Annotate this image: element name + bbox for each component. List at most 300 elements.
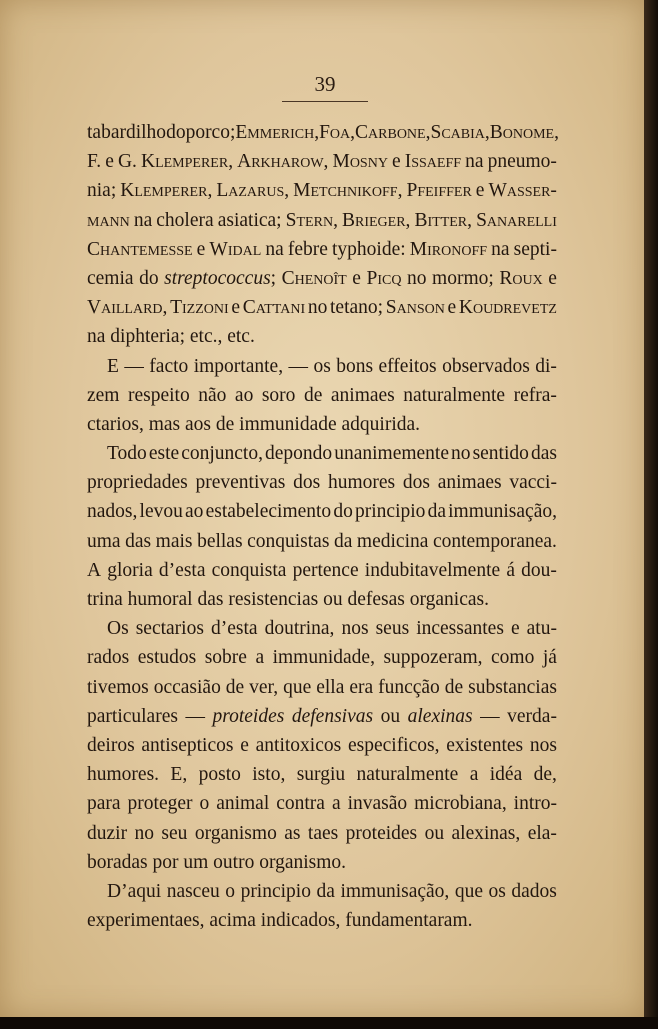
text-segment: a xyxy=(255,647,265,669)
text-line xyxy=(87,206,557,235)
text-word xyxy=(448,293,457,322)
text-segment: immunisação, xyxy=(448,501,557,523)
text-word xyxy=(87,556,101,585)
text-segment: rados xyxy=(87,647,130,669)
text-segment: das xyxy=(530,443,557,465)
text-word xyxy=(241,877,311,906)
text-segment: especificos, xyxy=(347,734,440,756)
text-word xyxy=(342,206,410,235)
text-word xyxy=(459,293,557,322)
text-segment: os xyxy=(488,880,506,902)
text-segment: ella xyxy=(316,676,345,698)
text-segment: proteides xyxy=(345,822,418,844)
text-word xyxy=(87,731,135,760)
text-segment: asiatica; xyxy=(217,209,282,231)
text-segment: principio xyxy=(240,880,311,902)
text-word xyxy=(282,264,347,293)
text-word xyxy=(340,877,449,906)
text-segment: Brieger xyxy=(341,209,406,231)
text-segment: Stern xyxy=(285,209,334,231)
text-segment: , xyxy=(228,151,234,173)
text-segment: febre xyxy=(287,238,328,260)
text-segment: seus xyxy=(375,618,410,640)
text-word xyxy=(149,439,179,468)
text-segment: ver, xyxy=(249,676,279,698)
text-word xyxy=(488,176,556,205)
text-word xyxy=(527,614,557,643)
text-segment: naturalmente xyxy=(403,384,506,406)
text-segment: antitoxicos xyxy=(255,734,342,756)
text-segment: que xyxy=(283,676,312,698)
text-word xyxy=(293,176,402,205)
text-segment: e xyxy=(196,238,206,260)
text-segment: refra- xyxy=(513,384,557,406)
text-word xyxy=(548,264,557,293)
text-segment: seu xyxy=(161,822,188,844)
text-word xyxy=(156,527,193,556)
text-segment: septi- xyxy=(513,238,557,260)
page-number: 39 xyxy=(314,72,336,96)
text-segment: porco; xyxy=(185,122,236,143)
text-word xyxy=(87,206,130,235)
text-word xyxy=(476,206,557,235)
text-segment: — xyxy=(124,355,144,377)
text-word xyxy=(249,673,278,702)
text-line xyxy=(87,585,557,614)
text-word xyxy=(365,556,500,585)
text-word xyxy=(128,381,190,410)
text-segment: ; xyxy=(270,267,277,289)
text-line xyxy=(87,468,557,497)
text-segment: proteides xyxy=(212,705,285,727)
text-word xyxy=(139,264,159,293)
paragraph-first-line xyxy=(87,352,557,381)
text-segment: F. xyxy=(87,151,102,173)
text-word xyxy=(332,147,387,176)
text-word xyxy=(313,352,330,381)
text-segment: animaes xyxy=(330,384,395,406)
text-word xyxy=(507,702,557,731)
text-word xyxy=(284,819,300,848)
text-word xyxy=(330,293,383,322)
text-segment: e xyxy=(447,297,457,319)
text-segment: medicina xyxy=(356,530,429,552)
text-word xyxy=(511,877,557,906)
text-word xyxy=(141,731,233,760)
text-segment: immunidade, xyxy=(272,647,375,669)
text-word xyxy=(336,352,373,381)
text-word xyxy=(87,381,119,410)
text-segment: atu- xyxy=(526,618,557,640)
text-segment: , xyxy=(333,209,338,231)
text-word xyxy=(195,468,285,497)
text-segment: Arkharow xyxy=(237,151,324,173)
text-word xyxy=(341,614,368,643)
text-word xyxy=(197,235,206,264)
text-segment: a xyxy=(331,793,341,815)
text-segment: Widal xyxy=(209,238,262,260)
text-word xyxy=(316,673,344,702)
text-word xyxy=(199,789,209,818)
text-segment: e xyxy=(548,267,557,289)
text-segment: — xyxy=(480,705,500,727)
text-segment: zem xyxy=(87,384,120,406)
text-segment: Chantemesse xyxy=(87,238,193,260)
text-word xyxy=(87,118,166,147)
text-word xyxy=(480,702,500,731)
text-segment: sobre xyxy=(204,647,247,669)
text-word xyxy=(392,147,401,176)
text-segment: alexinas xyxy=(407,705,473,727)
text-segment: Klemperer xyxy=(140,151,229,173)
text-word xyxy=(333,497,353,526)
text-word xyxy=(509,468,557,497)
text-segment: como xyxy=(491,647,535,669)
text-segment: d’esta xyxy=(158,559,206,581)
text-word xyxy=(212,702,284,731)
text-segment: , xyxy=(554,122,559,143)
text-segment: Os xyxy=(107,618,129,640)
text-segment: ou xyxy=(380,705,401,727)
text-line xyxy=(87,731,557,760)
text-segment: di- xyxy=(535,355,557,377)
text-segment: bellas xyxy=(197,530,243,552)
text-word xyxy=(262,381,296,410)
text-word xyxy=(212,556,287,585)
text-word xyxy=(491,643,534,672)
text-segment: das xyxy=(125,530,152,552)
text-word xyxy=(105,147,114,176)
text-segment: Bonome xyxy=(489,122,555,143)
text-segment: do xyxy=(166,122,186,143)
text-word xyxy=(403,468,430,497)
text-word xyxy=(414,206,472,235)
text-word xyxy=(470,760,479,789)
page-edge-shadow xyxy=(644,0,658,1029)
text-word xyxy=(357,760,459,789)
text-word xyxy=(199,760,241,789)
text-word xyxy=(87,702,178,731)
text-segment: tetano; xyxy=(330,297,384,319)
text-word xyxy=(120,176,212,205)
text-segment: Sanson xyxy=(385,297,445,319)
text-segment: Picq xyxy=(366,267,402,289)
text-segment: de xyxy=(225,676,245,698)
text-word xyxy=(514,789,557,818)
text-segment: , xyxy=(162,297,168,319)
text-segment: e xyxy=(240,734,249,756)
text-line xyxy=(87,702,557,731)
text-segment: pertence xyxy=(292,559,359,581)
text-segment: D’aqui xyxy=(107,880,162,902)
text-segment: já xyxy=(542,647,557,669)
text-segment: de xyxy=(303,384,323,406)
text-word xyxy=(138,643,197,672)
text-segment: soro xyxy=(261,384,296,406)
text-segment: , xyxy=(207,180,213,202)
text-word xyxy=(332,789,341,818)
text-word xyxy=(218,206,282,235)
text-segment: boradas por um outro organismo. xyxy=(87,851,347,873)
text-segment: da xyxy=(333,530,353,552)
text-word xyxy=(491,235,509,264)
text-word xyxy=(514,235,557,264)
text-segment: era xyxy=(349,676,374,698)
text-segment: isto, xyxy=(252,764,286,786)
text-word xyxy=(128,789,193,818)
text-word xyxy=(289,352,309,381)
text-word xyxy=(170,293,229,322)
text-word xyxy=(535,352,557,381)
text-segment: dou- xyxy=(521,559,557,581)
text-word xyxy=(211,614,258,643)
text-segment: ela- xyxy=(527,822,557,844)
text-segment: verda- xyxy=(507,705,557,727)
text-word xyxy=(304,381,322,410)
text-segment: , xyxy=(484,122,490,143)
text-line xyxy=(87,819,557,848)
text-word xyxy=(87,643,129,672)
text-segment: Mironoff xyxy=(409,238,488,260)
text-word xyxy=(141,147,233,176)
text-segment: — xyxy=(185,705,205,727)
text-segment: na xyxy=(465,151,484,173)
text-word xyxy=(154,673,221,702)
text-word xyxy=(136,614,204,643)
text-word xyxy=(135,819,155,848)
text-line xyxy=(87,556,557,585)
text-segment: Issaeff xyxy=(404,151,462,173)
text-word xyxy=(488,147,557,176)
text-word xyxy=(181,439,263,468)
text-word xyxy=(198,381,226,410)
text-word xyxy=(366,264,401,293)
text-segment: da xyxy=(427,501,446,523)
text-word xyxy=(107,614,129,643)
text-segment: organismo xyxy=(194,822,277,844)
body-text xyxy=(87,118,557,935)
text-segment: vacci- xyxy=(509,472,557,494)
text-segment: Todo xyxy=(107,443,147,465)
text-segment: defensivas xyxy=(291,705,374,727)
text-word xyxy=(107,556,152,585)
text-segment: na xyxy=(491,238,510,260)
text-word xyxy=(379,352,437,381)
text-segment: no xyxy=(307,297,328,319)
text-segment: streptococcus xyxy=(164,267,271,289)
text-line xyxy=(87,497,557,526)
text-segment: Mosny xyxy=(332,151,388,173)
text-word xyxy=(452,819,521,848)
text-line xyxy=(87,643,557,672)
text-word xyxy=(530,731,557,760)
text-segment: e xyxy=(105,151,114,173)
text-segment: trina humoral das resistencias ou defesas organicas. xyxy=(87,589,489,610)
text-word xyxy=(273,643,375,672)
text-word xyxy=(240,731,249,760)
text-word xyxy=(506,556,515,585)
text-segment: , xyxy=(314,122,320,143)
text-word xyxy=(438,468,502,497)
text-segment: respeito xyxy=(128,384,190,406)
text-segment: Carbone xyxy=(355,122,426,143)
text-segment: posto xyxy=(198,764,241,786)
text-word xyxy=(292,702,373,731)
text-segment: E xyxy=(107,355,119,377)
text-segment: ctarios, mas aos de immunidade adquirida. xyxy=(87,413,421,435)
page-bottom-shadow xyxy=(0,1017,658,1029)
text-word xyxy=(355,118,430,147)
text-segment: Metchnikoff xyxy=(293,180,398,202)
text-segment: e xyxy=(475,180,485,202)
text-word xyxy=(118,147,137,176)
text-word xyxy=(159,556,206,585)
text-segment: depondo xyxy=(265,443,333,465)
text-word xyxy=(403,381,505,410)
text-segment: bons xyxy=(336,355,374,377)
text-word xyxy=(348,789,408,818)
text-line xyxy=(87,322,557,351)
text-segment: doutrina, xyxy=(264,618,335,640)
text-segment: sentido xyxy=(472,443,529,465)
text-word xyxy=(265,614,335,643)
text-word xyxy=(276,789,325,818)
text-word xyxy=(514,381,557,410)
text-line xyxy=(87,410,557,439)
paragraph-first-line xyxy=(87,614,557,643)
text-segment: do xyxy=(139,267,159,289)
text-word xyxy=(206,497,332,526)
text-segment: na diphteria; etc., etc. xyxy=(87,326,255,348)
text-line xyxy=(87,235,557,264)
text-segment: Foa xyxy=(319,122,351,143)
text-word xyxy=(87,468,188,497)
text-segment: proteger xyxy=(127,793,193,815)
text-word xyxy=(534,760,557,789)
text-word xyxy=(407,264,427,293)
text-segment: animaes xyxy=(437,472,502,494)
text-word xyxy=(107,877,161,906)
text-word xyxy=(252,760,285,789)
text-segment: , xyxy=(323,151,329,173)
text-segment: as xyxy=(284,822,301,844)
text-segment: dos xyxy=(402,472,430,494)
text-word xyxy=(87,760,159,789)
text-segment: na xyxy=(265,238,284,260)
text-word xyxy=(357,527,428,556)
text-segment: particulares xyxy=(87,705,178,727)
text-word xyxy=(231,293,240,322)
text-word xyxy=(283,673,311,702)
text-segment: estudos xyxy=(137,647,197,669)
text-word xyxy=(237,147,328,176)
text-segment: invasão xyxy=(347,793,408,815)
text-segment: cemia xyxy=(87,267,134,289)
text-segment: Sanarelli xyxy=(476,209,557,231)
text-word xyxy=(293,556,359,585)
text-word xyxy=(293,468,320,497)
text-segment: duzir xyxy=(87,822,128,844)
text-word xyxy=(235,118,319,147)
text-word xyxy=(425,819,445,848)
text-word xyxy=(446,731,523,760)
text-segment: mann xyxy=(87,209,130,231)
text-word xyxy=(195,819,277,848)
text-word xyxy=(511,614,520,643)
text-segment: mais xyxy=(155,530,193,552)
text-segment: Roux xyxy=(499,267,543,289)
text-segment: G. xyxy=(117,151,137,173)
text-word xyxy=(167,877,220,906)
text-word xyxy=(455,877,483,906)
text-line xyxy=(87,264,557,293)
text-word xyxy=(465,147,483,176)
text-segment: , xyxy=(405,209,411,231)
text-segment: , xyxy=(284,180,290,202)
text-segment: sectarios xyxy=(135,618,204,640)
text-word xyxy=(87,235,193,264)
text-segment: para xyxy=(87,793,121,815)
text-segment: nia; xyxy=(87,180,117,202)
text-segment: Wasser- xyxy=(488,180,557,202)
text-word xyxy=(319,118,355,147)
text-word xyxy=(149,352,188,381)
text-segment: intro- xyxy=(513,793,557,815)
text-word xyxy=(247,527,329,556)
text-segment: importante, xyxy=(193,355,284,377)
text-segment: naturalmente xyxy=(356,764,459,786)
text-line xyxy=(87,118,557,147)
text-word xyxy=(448,497,557,526)
text-segment: uma xyxy=(87,530,121,552)
text-word xyxy=(346,819,417,848)
text-segment: contra xyxy=(276,793,325,815)
text-word xyxy=(334,527,352,556)
text-segment: preventivas xyxy=(195,472,286,494)
text-segment: e xyxy=(392,151,401,173)
text-word xyxy=(265,439,332,468)
text-word xyxy=(331,381,395,410)
text-word xyxy=(288,235,328,264)
text-word xyxy=(226,673,244,702)
text-word xyxy=(328,468,395,497)
text-segment: no xyxy=(407,267,427,289)
text-word xyxy=(166,118,186,147)
text-word xyxy=(87,176,116,205)
text-word xyxy=(476,176,485,205)
text-word xyxy=(416,614,504,643)
text-segment: este xyxy=(148,443,180,465)
text-word xyxy=(473,439,529,468)
text-segment: typhoide: xyxy=(332,238,406,260)
text-word xyxy=(87,497,137,526)
text-segment: effeitos xyxy=(378,355,437,377)
text-segment: estabelecimento xyxy=(205,501,332,523)
text-segment: antisepticos xyxy=(141,734,234,756)
text-segment: propriedades xyxy=(87,472,188,494)
text-segment: tivemos xyxy=(87,676,149,698)
text-word xyxy=(107,352,119,381)
text-word xyxy=(194,352,283,381)
text-segment: Lazarus xyxy=(216,180,285,202)
text-word xyxy=(490,760,522,789)
text-segment: Pfeiffer xyxy=(406,180,472,202)
text-word xyxy=(256,731,342,760)
text-line xyxy=(87,789,557,818)
text-word xyxy=(265,235,283,264)
text-word xyxy=(87,673,149,702)
text-segment: conquistas xyxy=(247,530,330,552)
